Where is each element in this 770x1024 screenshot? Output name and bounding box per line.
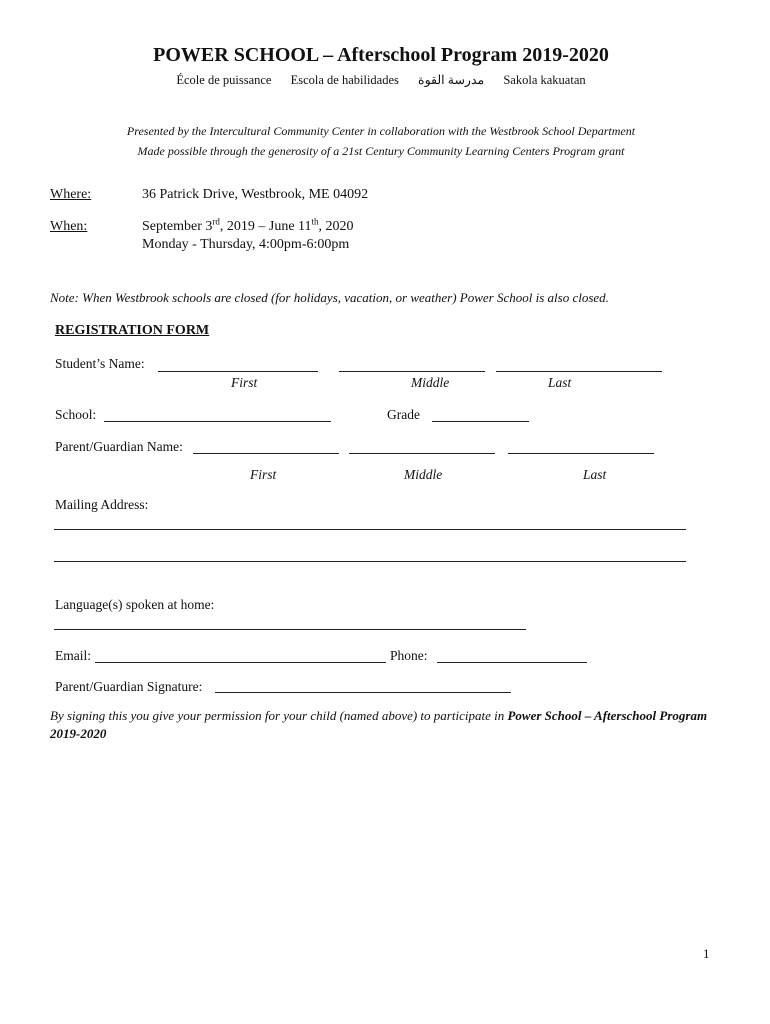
when-start-sup: rd [212, 216, 220, 227]
student-first-name-input[interactable] [158, 371, 318, 372]
subtitle-translations [0, 72, 762, 88]
where-label: Where: [50, 187, 92, 202]
subtitle-portuguese: Escola de habilidades [290, 73, 399, 87]
parent-first-name-input[interactable] [193, 453, 339, 454]
signature-input[interactable] [215, 692, 511, 693]
student-name-label: Student’s Name: [55, 356, 145, 371]
parent-middle-caption: Middle [404, 467, 443, 482]
parent-last-name-input[interactable] [508, 453, 654, 454]
subtitle-arabic: مدرسة القوة [418, 73, 485, 87]
when-mid: , 2019 – June 11 [219, 219, 312, 234]
consent-text: By signing this you give your permission for your child (named above) to participate in [50, 708, 508, 723]
made-possible: Made possible through the generosity of a 21st Century Community Learning Centers Program grant [137, 144, 625, 158]
when-label: When: [50, 219, 88, 234]
grade-label: Grade [387, 407, 420, 422]
parent-last-caption: Last [583, 467, 607, 482]
registration-form-title: REGISTRATION FORM [55, 323, 210, 338]
page-number: 1 [703, 946, 710, 961]
consent-program-name: Power School – Afterschool Program 2019-2020 [50, 708, 708, 741]
closure-note: Note: When Westbrook schools are closed (for holidays, vacation, or weather) Power School is also closed. [50, 290, 609, 305]
signature-label: Parent/Guardian Signature: [55, 679, 203, 694]
email-input[interactable] [95, 662, 386, 663]
mailing-address-line-2[interactable] [54, 561, 686, 562]
language-input[interactable] [54, 629, 526, 630]
language-label: Language(s) spoken at home: [55, 597, 215, 612]
mailing-address-label: Mailing Address: [55, 497, 149, 512]
consent-statement [50, 707, 720, 743]
student-middle-name-input[interactable] [339, 371, 485, 372]
page-title: POWER SCHOOL – Afterschool Program 2019-2020 [153, 44, 609, 66]
school-label: School: [55, 407, 97, 422]
when-end: , 2020 [318, 219, 354, 234]
mailing-address-line-1[interactable] [54, 529, 686, 530]
school-input[interactable] [104, 421, 331, 422]
when-dates [142, 216, 354, 235]
phone-label: Phone: [390, 648, 428, 663]
student-middle-caption: Middle [411, 375, 450, 390]
parent-first-caption: First [250, 467, 277, 482]
subtitle-french: École de puissance [176, 73, 272, 87]
when-days: Monday - Thursday, 4:00pm-6:00pm [142, 237, 350, 252]
student-last-name-input[interactable] [496, 371, 662, 372]
parent-name-label: Parent/Guardian Name: [55, 439, 183, 454]
when-start: September 3 [142, 219, 213, 234]
parent-middle-name-input[interactable] [349, 453, 495, 454]
student-last-caption: Last [548, 375, 572, 390]
presented-by: Presented by the Intercultural Community Center in collaboration with the Westbrook School Department [126, 124, 636, 138]
grade-input[interactable] [432, 421, 529, 422]
when-end-sup: th [311, 216, 319, 227]
phone-input[interactable] [437, 662, 587, 663]
where-value: 36 Patrick Drive, Westbrook, ME 04092 [142, 187, 369, 202]
subtitle-sundanese: Sakola kakuatan [503, 73, 586, 87]
student-first-caption: First [231, 375, 258, 390]
email-label: Email: [55, 648, 91, 663]
